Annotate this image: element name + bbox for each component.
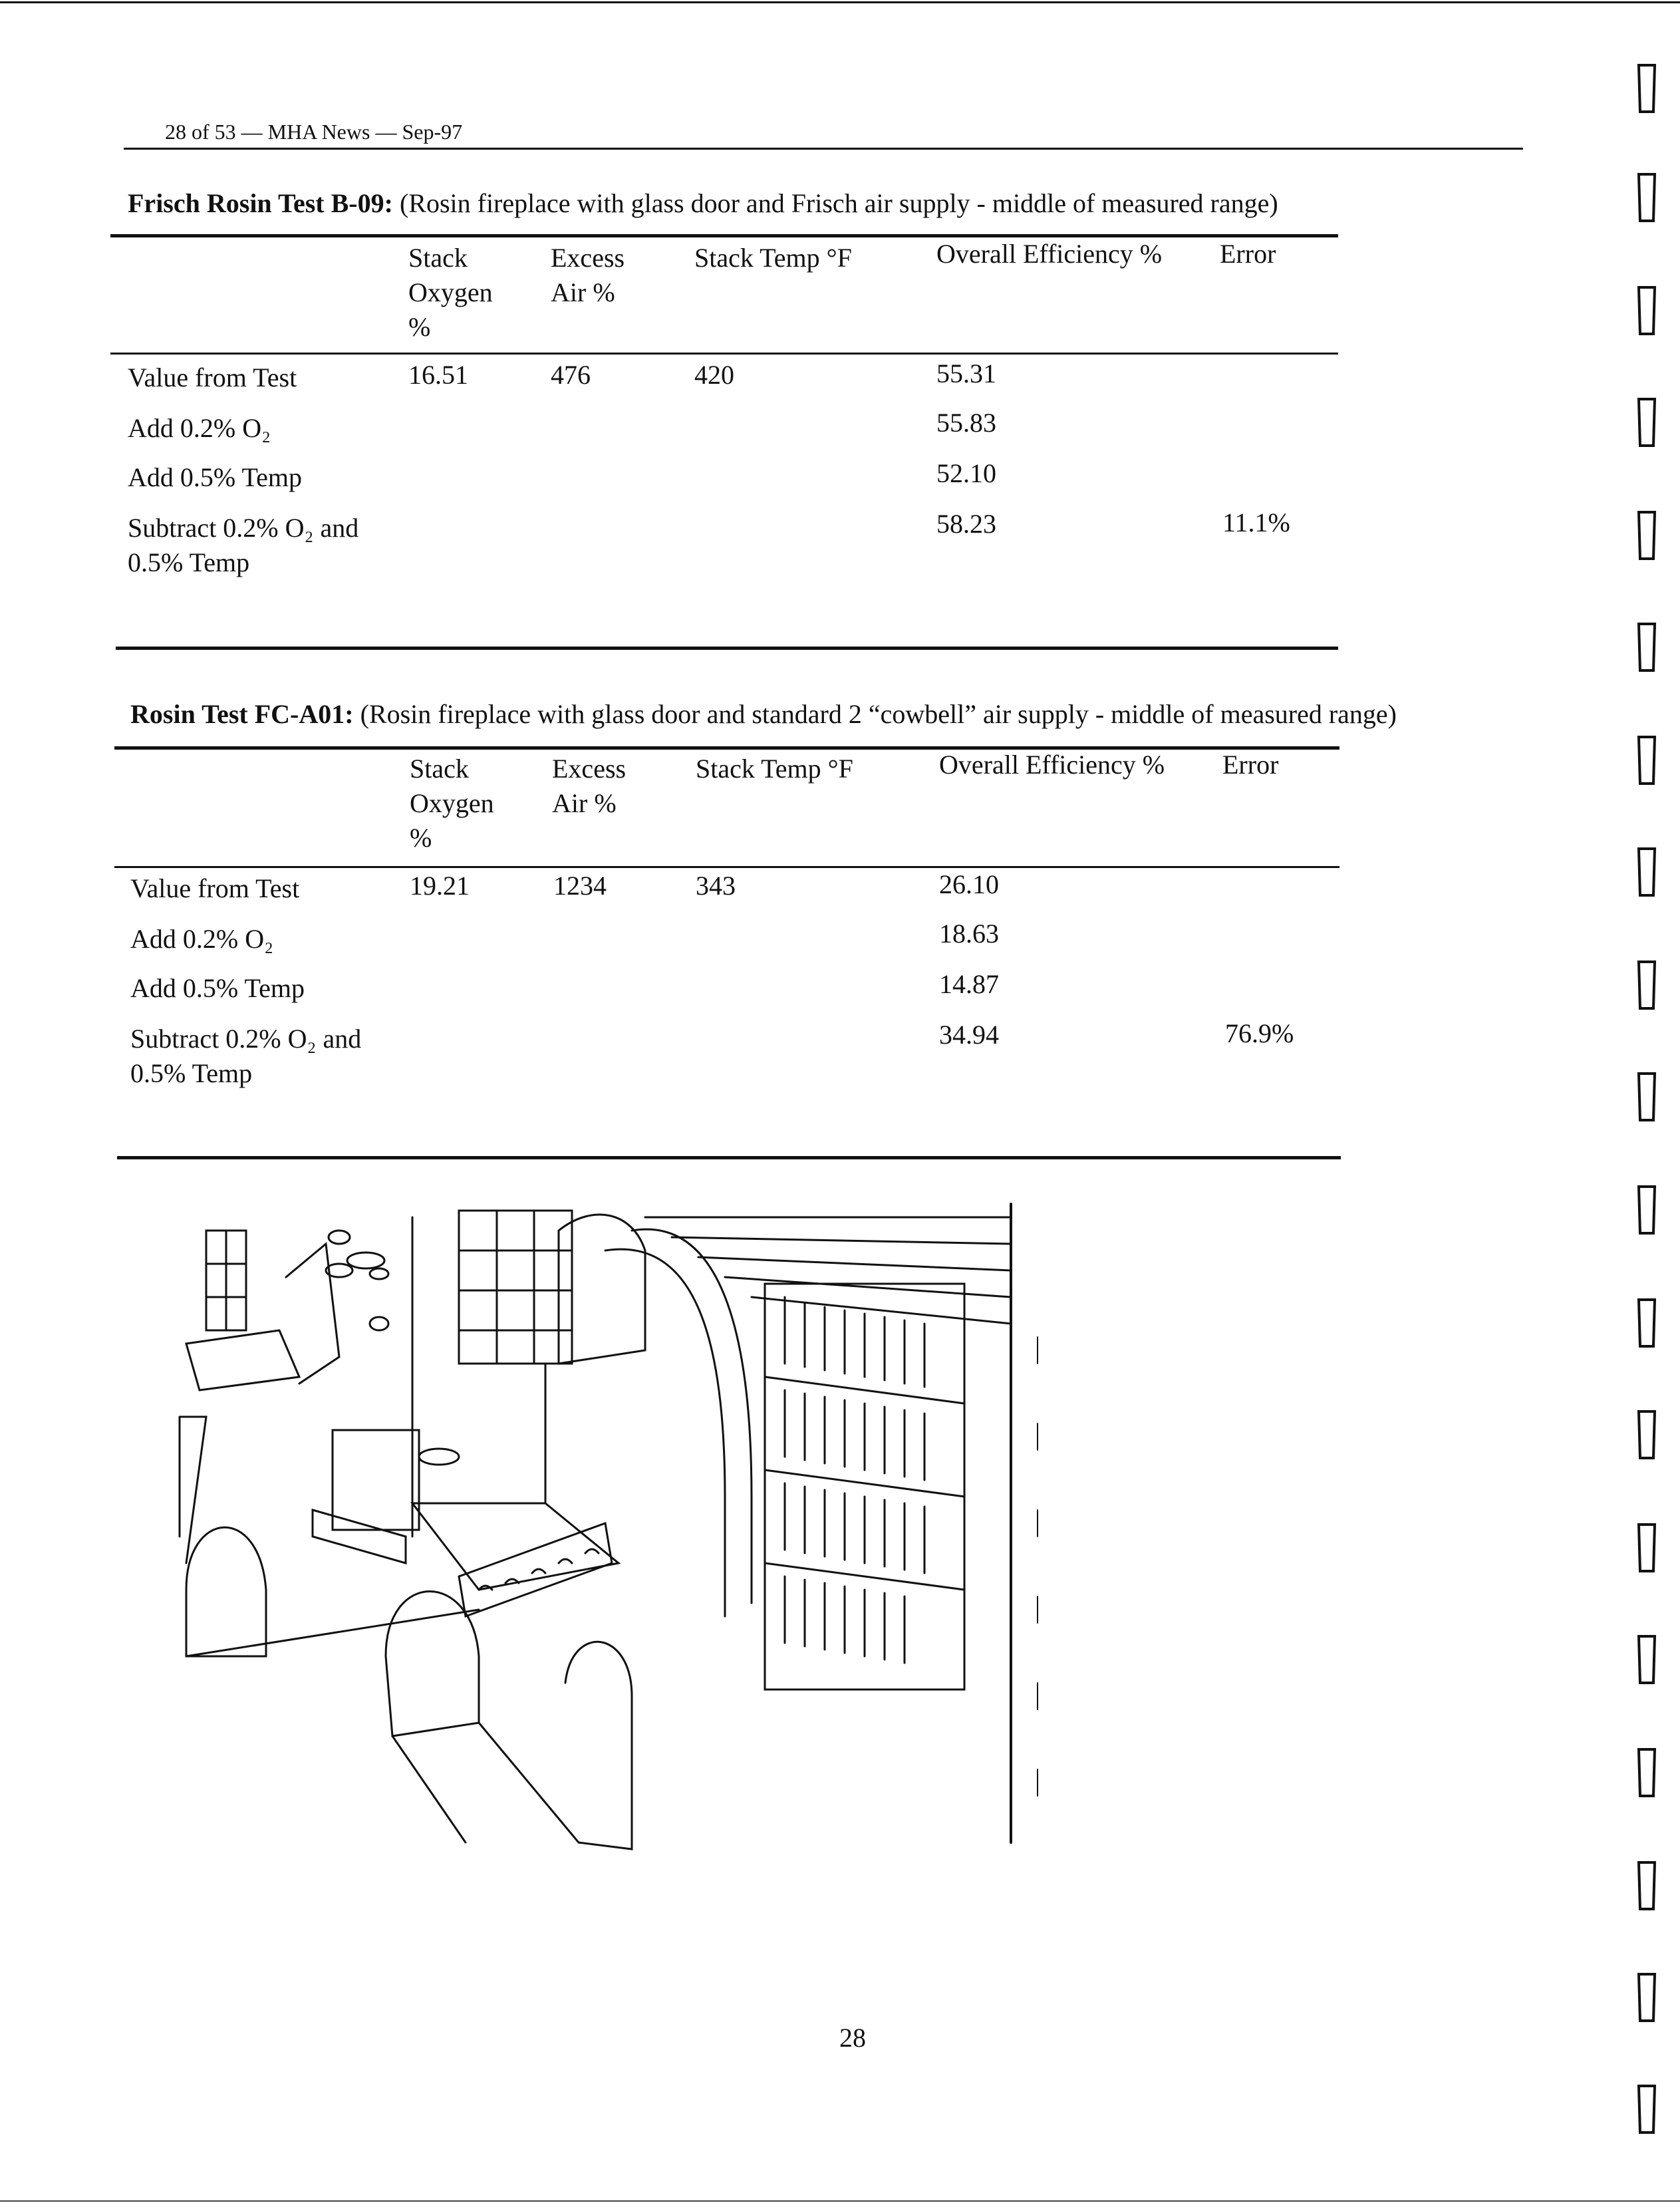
binder-ring-icon [1635, 959, 1659, 1011]
t2-row1-stack-temp: 343 [696, 871, 736, 901]
table-2-title [130, 698, 1397, 730]
binder-ring-icon [1635, 285, 1659, 337]
t2-row3-efficiency: 14.87 [939, 969, 999, 999]
t2-col-error: Error [1222, 750, 1279, 780]
t2-col-efficiency: Overall Efficiency % [939, 750, 1165, 780]
t1-row4-label: Subtract 0.2% O₂ and [128, 513, 359, 543]
t2-col-excess-line1: Excess [552, 754, 627, 784]
table-1-header-rule [110, 353, 1338, 355]
t1-row4-error: 11.1% [1222, 508, 1290, 537]
binder-ring-icon [1635, 734, 1659, 786]
t2-row4-error: 76.9% [1225, 1018, 1294, 1048]
t2-row1-efficiency: 26.10 [939, 869, 999, 899]
table-1-bottom-rule [116, 647, 1338, 650]
t2-col-oxygen-line1: Stack [410, 754, 469, 784]
binder-ring-icon [1635, 846, 1659, 898]
t1-row1-stack-temp: 420 [694, 360, 734, 390]
t2-row4-efficiency: 34.94 [939, 1020, 999, 1050]
t1-row1-efficiency: 55.31 [936, 359, 996, 388]
t1-row1-excess-air: 476 [551, 360, 591, 390]
t1-row2-label: Add 0.2% O₂ [128, 413, 271, 443]
t1-row4-label-line2: 0.5% Temp [128, 547, 250, 577]
bottom-scan-edge [0, 2200, 1680, 2202]
top-scan-edge [0, 1, 1680, 3]
binder-ring-icon [1635, 1522, 1659, 1574]
binder-ring-icon [1635, 1747, 1659, 1799]
binder-ring-icon [1635, 2083, 1659, 2135]
t2-col-stack-temp: Stack Temp °F [696, 754, 853, 784]
t1-row4-efficiency: 58.23 [936, 509, 996, 539]
t2-row3-label: Add 0.5% Temp [130, 973, 305, 1003]
binder-ring-icon [1635, 172, 1659, 223]
binder-ring-icon [1635, 1184, 1659, 1236]
binder-ring-icon [1635, 510, 1659, 561]
binder-ring-icon [1635, 621, 1659, 673]
t2-row2-efficiency: 18.63 [939, 919, 999, 949]
t1-col-oxygen-line1: Stack [408, 243, 468, 273]
t2-row1-excess-air: 1234 [553, 871, 607, 901]
page-number: 28 [839, 2023, 866, 2053]
binder-ring-icon [1635, 1297, 1659, 1349]
table-1-title-rest: (Rosin fireplace with glass door and Frisch air supply - middle of measured range) [392, 188, 1278, 218]
t1-row3-label: Add 0.5% Temp [128, 462, 302, 492]
table-2-bottom-rule [117, 1156, 1341, 1159]
t1-row1-oxygen: 16.51 [408, 360, 468, 390]
t2-row1-oxygen: 19.21 [410, 871, 470, 901]
t2-col-excess-line2: Air % [552, 788, 617, 818]
table-1-title-bold: Frisch Rosin Test B-09: [128, 188, 393, 218]
t1-col-oxygen-line3: % [408, 312, 431, 342]
t2-col-oxygen-line3: % [410, 823, 432, 853]
binder-ring-icon [1635, 1634, 1659, 1686]
running-head: 28 of 53 — MHA News — Sep-97 [165, 120, 463, 144]
t2-row4-label-line2: 0.5% Temp [130, 1058, 253, 1088]
t1-col-error: Error [1220, 239, 1276, 269]
binder-ring-icon [1635, 1409, 1659, 1461]
t1-col-excess-line1: Excess [551, 243, 625, 273]
t2-row4-label: Subtract 0.2% O₂ and [130, 1024, 362, 1054]
t2-row2-label: Add 0.2% O₂ [130, 924, 274, 954]
binder-ring-icon [1635, 63, 1659, 114]
t1-col-excess-line2: Air % [551, 277, 615, 307]
table-1-title [128, 188, 1278, 219]
fireplace-sketch-icon [166, 1191, 1057, 1862]
binder-ring-icon [1635, 1860, 1659, 1912]
header-rule [124, 148, 1523, 150]
t1-col-stack-temp: Stack Temp °F [694, 243, 852, 273]
t1-row1-label: Value from Test [128, 363, 297, 392]
binder-ring-icon [1635, 1071, 1659, 1123]
binder-ring-icon [1635, 396, 1659, 448]
binder-ring-icon [1635, 1972, 1659, 2023]
table-2-header-rule [114, 866, 1339, 868]
t1-row3-efficiency: 52.10 [936, 458, 996, 488]
t2-col-oxygen-line2: Oxygen [410, 788, 494, 818]
t2-row1-label: Value from Test [130, 873, 300, 903]
table-2-title-bold: Rosin Test FC-A01: [130, 699, 354, 729]
table-2-title-rest: (Rosin fireplace with glass door and standard 2 “cowbell” air supply - middle of measured range) [353, 699, 1397, 729]
t1-col-efficiency: Overall Efficiency % [936, 239, 1163, 269]
t1-col-oxygen-line2: Oxygen [408, 277, 493, 307]
t1-row2-efficiency: 55.83 [936, 408, 996, 438]
